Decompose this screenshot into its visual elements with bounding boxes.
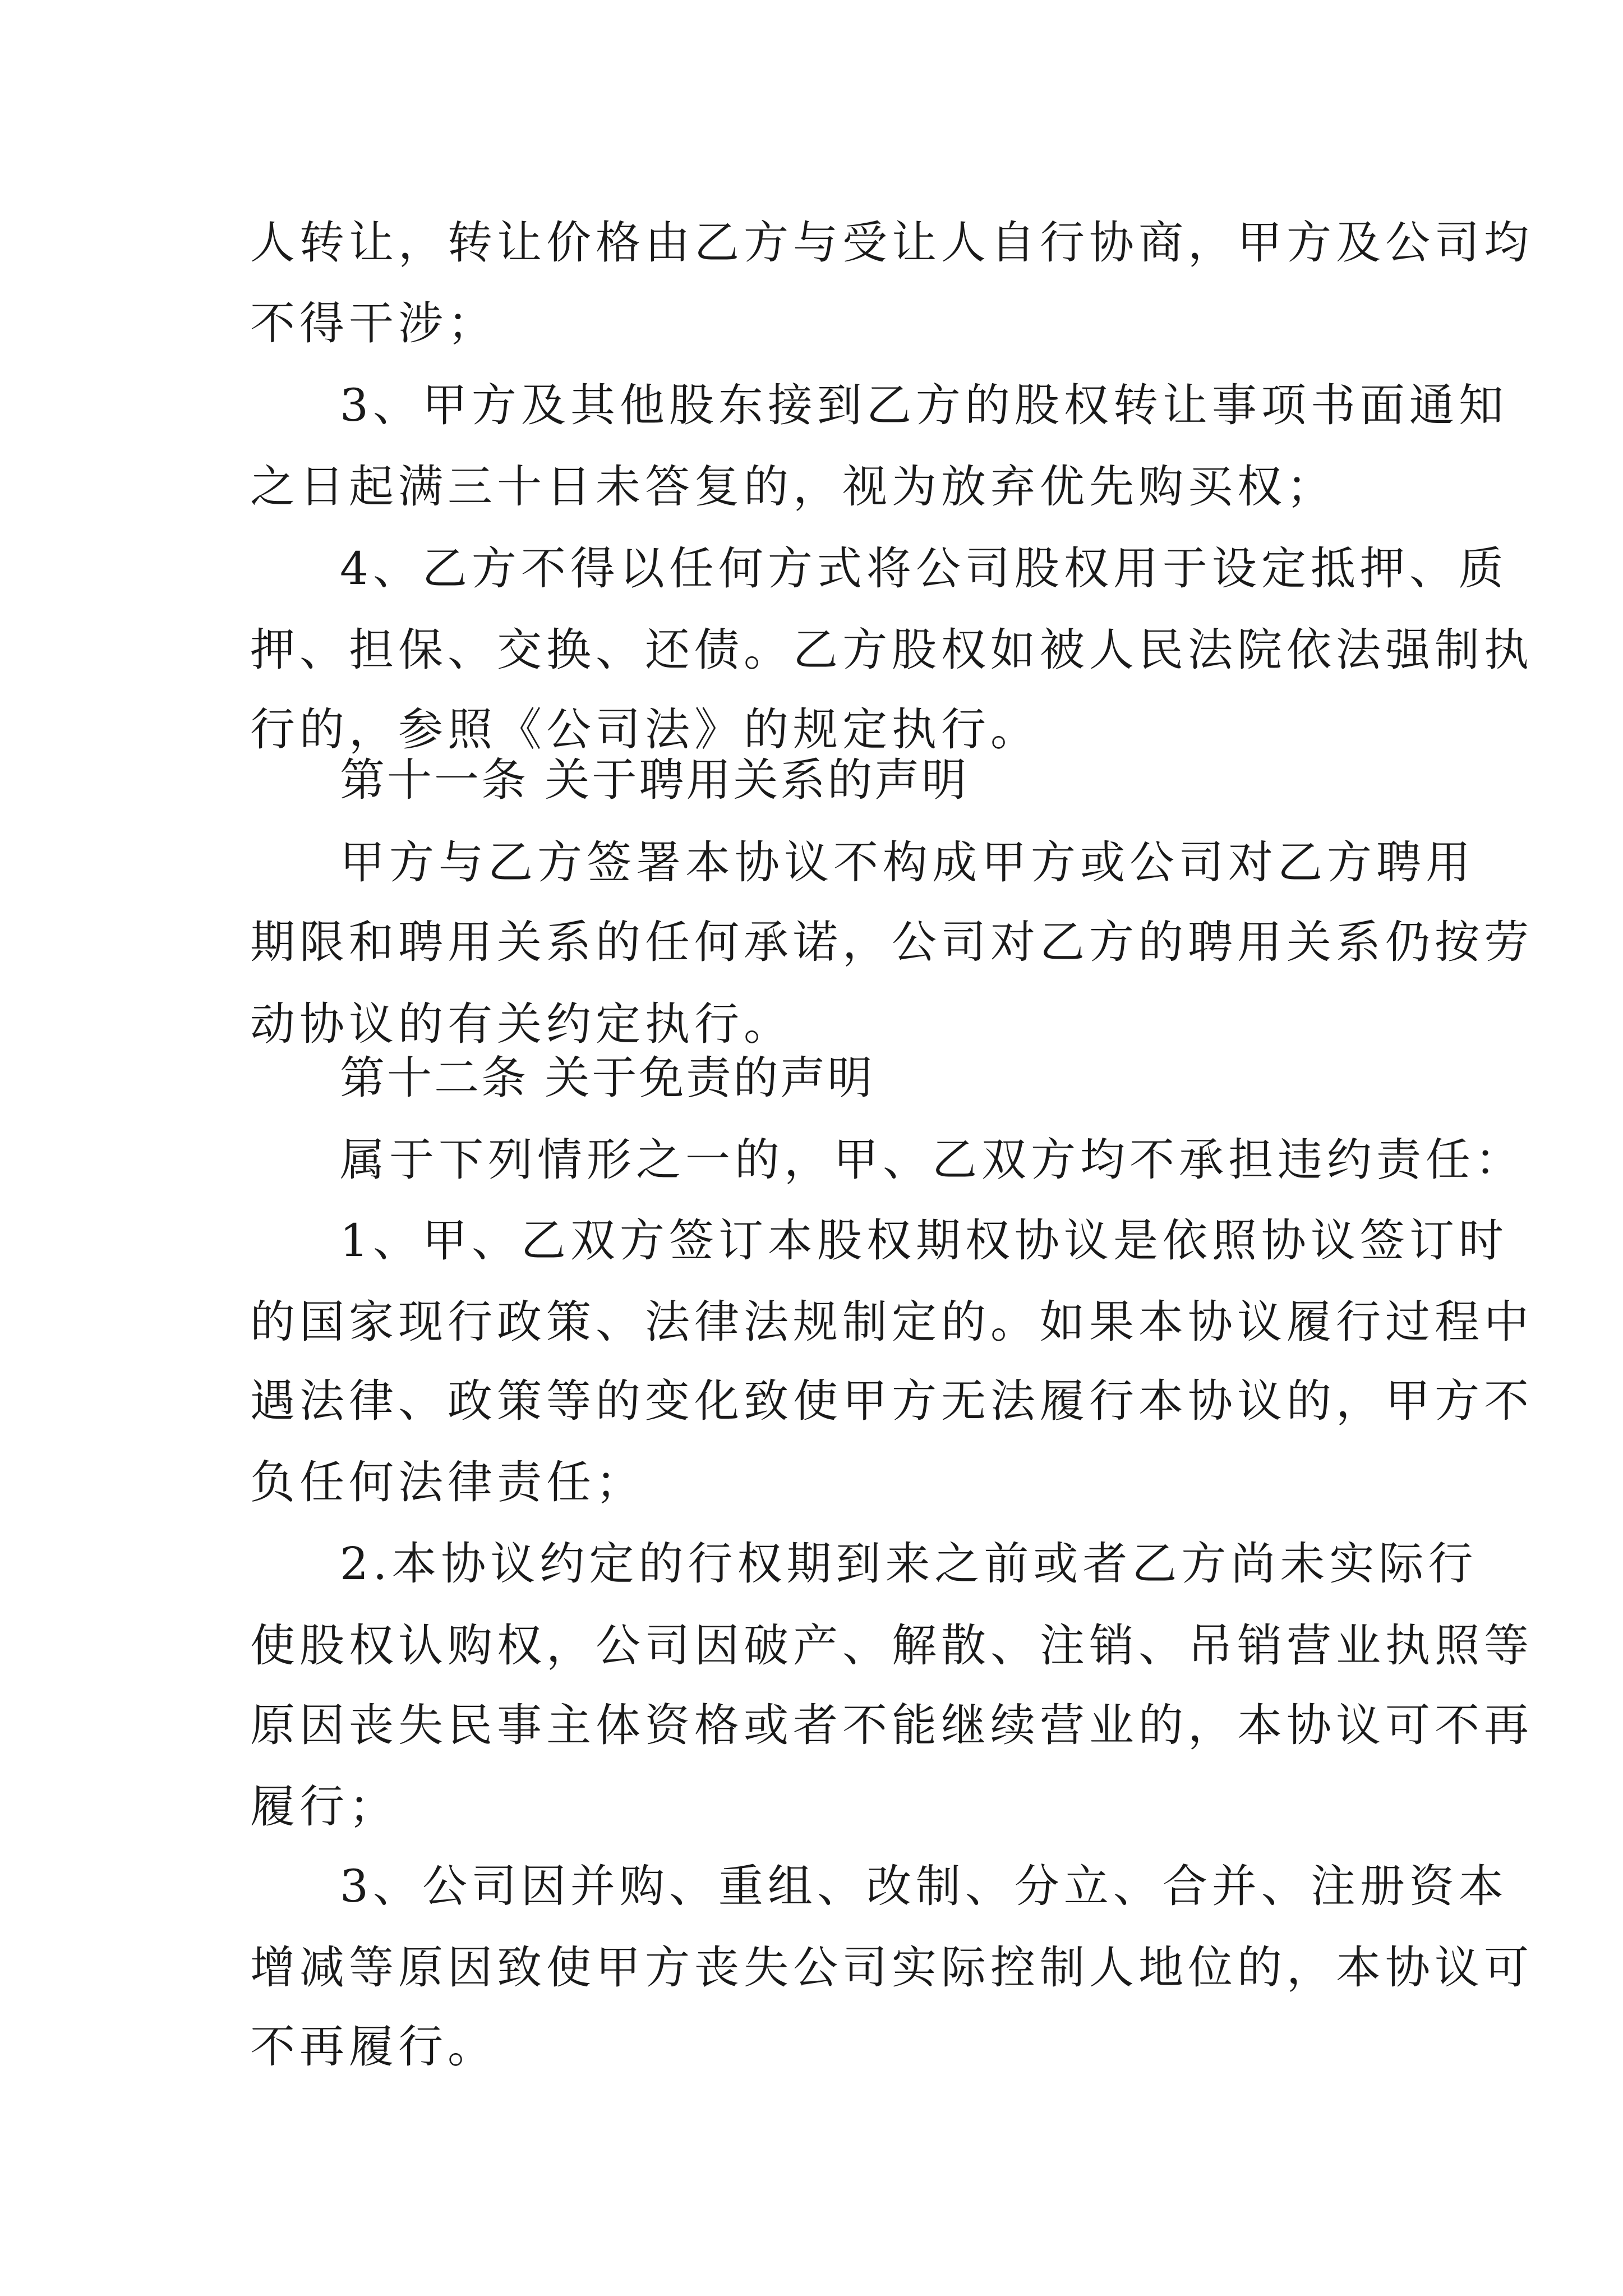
text-line: 甲方与乙方签署本协议不构成甲方或公司对乙方聘用 [340, 836, 1475, 889]
text-line: 遇法律、政策等的变化致使甲方无法履行本协议的，甲方不 [250, 1375, 1533, 1427]
text-line: 3、甲方及其他股东接到乙方的股权转让事项书面通知 [340, 379, 1508, 431]
section-heading: 第十二条 关于免责的声明 [340, 1052, 875, 1104]
text-line: 4、乙方不得以任何方式将公司股权用于设定抵押、质 [340, 542, 1508, 595]
text-line: 增减等原因致使甲方丧失公司实际控制人地位的，本协议可 [250, 1941, 1533, 1994]
section-heading: 第十一条 关于聘用关系的声明 [340, 754, 969, 806]
text-line: 不得干涉； [250, 297, 497, 349]
text-line: 押、担保、交换、还债。乙方股权如被人民法院依法强制执 [250, 624, 1533, 676]
text-line: 履行； [250, 1780, 398, 1833]
text-line: 1、甲、乙双方签订本股权期权协议是依照协议签订时 [340, 1214, 1508, 1267]
text-line: 的国家现行政策、法律法规制定的。如果本协议履行过程中 [250, 1296, 1533, 1348]
text-line: 期限和聘用关系的任何承诺，公司对乙方的聘用关系仍按劳 [250, 916, 1533, 968]
text-line: 原因丧失民事主体资格或者不能继续营业的，本协议可不再 [250, 1699, 1533, 1751]
text-line: 动协议的有关约定执行。 [250, 998, 793, 1050]
text-line: 不再履行。 [250, 2021, 497, 2073]
text-line: 2.本协议约定的行权期到来之前或者乙方尚未实际行 [340, 1538, 1478, 1590]
text-line: 行的，参照《公司法》的规定执行。 [250, 703, 1040, 756]
text-line: 使股权认购权，公司因破产、解散、注销、吊销营业执照等 [250, 1619, 1533, 1672]
text-line: 负任何法律责任； [250, 1456, 645, 1508]
text-line: 之日起满三十日未答复的，视为放弃优先购买权； [250, 461, 1336, 513]
text-line: 人转让，转让价格由乙方与受让人自行协商，甲方及公司均 [250, 217, 1533, 269]
text-line: 3、公司因并购、重组、改制、分立、合并、注册资本 [340, 1860, 1508, 1912]
text-line: 属于下列情形之一的，甲、乙双方均不承担违约责任： [340, 1134, 1524, 1186]
